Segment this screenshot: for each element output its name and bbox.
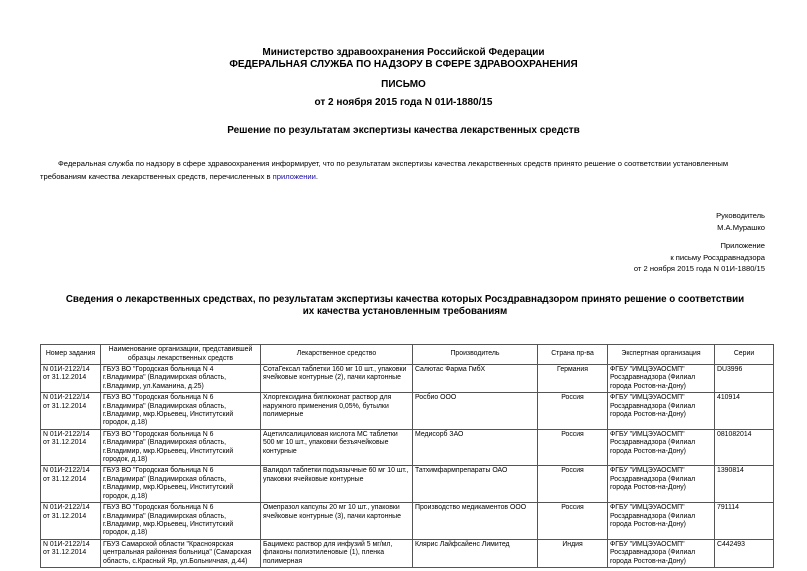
series: 410914 <box>715 393 774 430</box>
organization: ГБУЗ ВО "Городская больница N 4 г.Владимира" (Владимирская область, г.Владимир, ул.Каманина, д.25) <box>101 365 261 393</box>
task-number: N 01И-2122/14 от 31.12.2014 <box>41 429 101 466</box>
task-number: N 01И-2122/14 от 31.12.2014 <box>41 393 101 430</box>
series: 791114 <box>715 503 774 540</box>
task-number: N 01И-2122/14 от 31.12.2014 <box>41 365 101 393</box>
country: Россия <box>538 393 608 430</box>
expert-organization: ФГБУ "ИМЦЭУАОСМП" Росздравнадзора (Филиал города Ростов-на-Дону) <box>608 503 715 540</box>
appendix-line-2: от 2 ноября 2015 года N 01И-1880/15 <box>633 264 765 273</box>
series: DU3996 <box>715 365 774 393</box>
signature-block <box>716 210 765 233</box>
appendix-block <box>634 240 765 275</box>
organization: ГБУЗ Самарской области "Красноярская центральная районная больница" (Самарская область, с.Красный Яр, ул.Больничная, д.44) <box>101 539 261 567</box>
series: 081082014 <box>715 429 774 466</box>
signature-name: М.А.Мурашко <box>717 222 765 232</box>
column-header: Серии <box>715 345 774 365</box>
table-row <box>41 393 774 430</box>
appendix-link[interactable]: приложении <box>272 172 316 181</box>
expert-organization: ФГБУ "ИМЦЭУАОСМП" Росздравнадзора (Филиал города Ростов-на-Дону) <box>608 393 715 430</box>
drug: СотаГексал таблетки 160 мг 10 шт., упаковки ячейковые контурные (2), пачки картонные <box>261 365 413 393</box>
section-title: Сведения о лекарственных средствах, по результатам экспертизы качества которых Росздравнадзором принято решение о соответствии их качества установленным требованиям <box>65 294 745 317</box>
appendix-title: Приложение <box>720 241 765 250</box>
expert-organization: ФГБУ "ИМЦЭУАОСМП" Росздравнадзора (Филиал города Ростов-на-Дону) <box>608 429 715 466</box>
task-number: N 01И-2122/14 от 31.12.2014 <box>41 466 101 503</box>
manufacturer: Татхимфармпрепараты ОАО <box>413 466 538 503</box>
appendix-line-1: к письму Росздравнадзора <box>670 252 765 262</box>
series: C442493 <box>715 539 774 567</box>
column-header: Производитель <box>413 345 538 365</box>
table-row <box>41 539 774 567</box>
organization: ГБУЗ ВО "Городская больница N 6 г.Владимира" (Владимирская область, г.Владимир, мкр.Юрьевец, Институтский городок, д.18) <box>101 393 261 430</box>
column-header: Наименование организации, представившей образцы лекарственных средств <box>101 345 261 365</box>
country: Россия <box>538 429 608 466</box>
organization: ГБУЗ ВО "Городская больница N 6 г.Владимира" (Владимирская область, г.Владимир, мкр.Юрьевец, Институтский городок, д.18) <box>101 503 261 540</box>
country: Индия <box>538 539 608 567</box>
task-number: N 01И-2122/14 от 31.12.2014 <box>41 503 101 540</box>
drug: Ацетилсалициловая кислота МС таблетки 500 мг 10 шт., упаковки безъячейковые контурные <box>261 429 413 466</box>
document-date: от 2 ноября 2015 года N 01И-1880/15 <box>314 97 493 108</box>
country: Германия <box>538 365 608 393</box>
manufacturer: Росбио ООО <box>413 393 538 430</box>
organization: ГБУЗ ВО "Городская больница N 6 г.Владимира" (Владимирская область, г.Владимир, мкр.Юрьевец, Институтский городок, д.18) <box>101 466 261 503</box>
table-header-row <box>41 345 774 365</box>
expert-organization: ФГБУ "ИМЦЭУАОСМП" Росздравнадзора (Филиал города Ростов-на-Дону) <box>608 539 715 567</box>
country: Россия <box>538 466 608 503</box>
manufacturer: Клярис Лайфсайенс Лимитед <box>413 539 538 567</box>
expert-organization: ФГБУ "ИМЦЭУАОСМП" Росздравнадзора (Филиал города Ростов-на-Дону) <box>608 365 715 393</box>
column-header: Экспертная организация <box>608 345 715 365</box>
manufacturer: Салютас Фарма ГмбХ <box>413 365 538 393</box>
drug: Валидол таблетки подъязычные 60 мг 10 шт., упаковки ячейковые контурные <box>261 466 413 503</box>
drug: Бацимекс раствор для инфузий 5 мг/мл, флаконы полиэтиленовые (1), пленка полимерная <box>261 539 413 567</box>
organization: ГБУЗ ВО "Городская больница N 6 г.Владимира" (Владимирская область, г.Владимир, мкр.Юрьевец, Институтский городок, д.18) <box>101 429 261 466</box>
drug-table <box>40 344 774 568</box>
column-header: Страна пр-ва <box>538 345 608 365</box>
table-row <box>41 503 774 540</box>
intro-text: Федеральная служба по надзору в сфере здравоохранения информирует, что по результатам экспертизы качества лекарственных средств принято решение о соответствии установленным требованиям качества лекарственных средств, перечисленных в <box>40 159 729 181</box>
ministry-name: Министерство здравоохранения Российской Федерации <box>262 47 545 58</box>
service-name: ФЕДЕРАЛЬНАЯ СЛУЖБА ПО НАДЗОРУ В СФЕРЕ ЗДРАВООХРАНЕНИЯ <box>229 59 578 70</box>
task-number: N 01И-2122/14 от 31.12.2014 <box>41 539 101 567</box>
document-type: ПИСЬМО <box>381 79 426 90</box>
table-row <box>41 365 774 393</box>
manufacturer: Производство медикаментов ООО <box>413 503 538 540</box>
expert-organization: ФГБУ "ИМЦЭУАОСМП" Росздравнадзора (Филиал города Ростов-на-Дону) <box>608 466 715 503</box>
document-subject: Решение по результатам экспертизы качества лекарственных средств <box>227 125 580 136</box>
table-row <box>41 466 774 503</box>
column-header: Номер задания <box>41 345 101 365</box>
table-row <box>41 429 774 466</box>
drug: Омепразол капсулы 20 мг 10 шт., упаковки ячейковые контурные (3), пачки картонные <box>261 503 413 540</box>
series: 1390814 <box>715 466 774 503</box>
column-header: Лекарственное средство <box>261 345 413 365</box>
intro-end: . <box>315 172 318 181</box>
country: Россия <box>538 503 608 540</box>
drug: Хлоргексидина биглюконат раствор для наружного применения 0,05%, бутылки полимерные <box>261 393 413 430</box>
signature-position: Руководитель <box>716 211 765 220</box>
manufacturer: Медисорб ЗАО <box>413 429 538 466</box>
intro-paragraph <box>40 157 775 183</box>
